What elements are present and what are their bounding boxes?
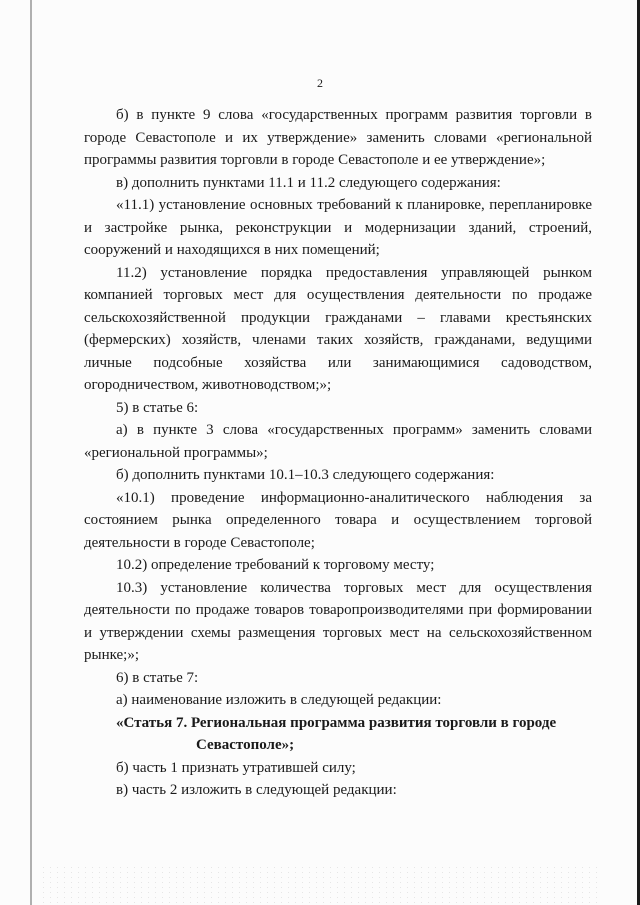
paragraph: 11.2) установление порядка предоставления управляющей рынком компанией торговых мест для осуществления деятельности по продаже сельскохозяйственной продукции гражданами – главами крестьянских (фермерских) хозяйств, членами таких хозяйств, гражданами, ведущими личные подсобные хозяйства или занимающимися садоводством, огородничеством, животноводством;»;	[84, 264, 592, 393]
paragraph: 6) в статье 7:	[116, 669, 199, 686]
paragraph: в) часть 2 изложить в следующей редакции:	[116, 782, 397, 798]
paragraph: 10.3) установление количества торговых мест для осуществления деятельности по продаже товаров товаропроизводителями при формировании и утверждении схемы размещения торговых мест на сельскохозяйственном рынке;»;	[84, 579, 592, 663]
page-number: 2	[317, 76, 323, 90]
article-heading-line2: Севастополе»;	[196, 737, 295, 753]
scan-noise	[40, 865, 600, 905]
scan-left-edge	[30, 0, 32, 905]
article-heading-line1: «Статья 7. Региональная программа развития торговли в городе	[116, 714, 557, 731]
paragraph: 10.2) определение требований к торговому месту;	[116, 557, 435, 573]
paragraph: б) часть 1 признать утратившей силу;	[116, 759, 356, 776]
paragraph: в) дополнить пунктами 11.1 и 11.2 следующего содержания:	[116, 174, 501, 191]
paragraph: «11.1) установление основных требований к планировке, перепланировке и застройке рынка, реконструкции и модернизации зданий, строений, сооружений и находящихся в них помещений;	[84, 197, 592, 258]
article-heading	[84, 712, 592, 757]
paragraph: а) в пункте 3 слова «государственных программ» заменить словами «региональной программы»;	[84, 422, 592, 461]
paragraph: б) дополнить пунктами 10.1–10.3 следующего содержания:	[116, 467, 495, 483]
paragraph: «10.1) проведение информационно-аналитического наблюдения за состоянием рынка определенного товара и осуществлением торговой деятельности в городе Севастополе;	[84, 489, 592, 551]
paragraph: б) в пункте 9 слова «государственных программ развития торговли в городе Севастополе и их утверждение» заменить словами «региональной программы развития торговли в городе Севастополе и ее утверждение»;	[84, 107, 592, 168]
paragraph: а) наименование изложить в следующей редакции:	[116, 692, 442, 708]
paragraph: 5) в статье 6:	[116, 399, 199, 416]
document-body	[84, 104, 592, 802]
